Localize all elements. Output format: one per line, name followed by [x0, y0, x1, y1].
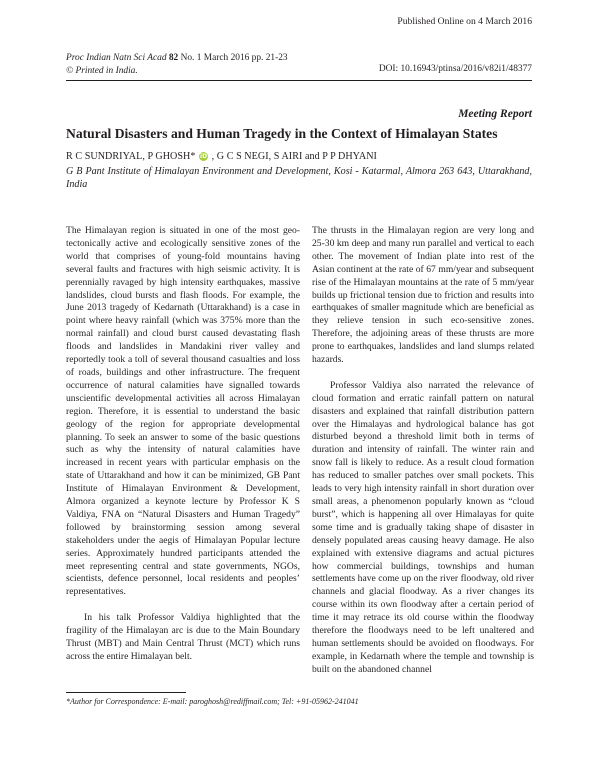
copyright-line: © Printed in India.	[66, 65, 138, 76]
journal-issue-pages: No. 1 March 2016 pp. 21-23	[180, 53, 288, 63]
journal-issue-line	[66, 52, 288, 65]
journal-abbreviation: Proc Indian Natn Sci Acad	[66, 53, 167, 63]
journal-volume: 82	[168, 53, 179, 63]
authors-part-2: , G C S NEGI, S AIRI and P P DHYANI	[211, 151, 377, 162]
footnote-divider	[66, 692, 186, 693]
body-column-right	[312, 225, 534, 677]
authors-part-1: R C SUNDRIYAL, P GHOSH*	[66, 151, 196, 162]
doi[interactable]: DOI: 10.16943/ptinsa/2016/v82i1/48377	[378, 64, 532, 74]
affiliation: G B Pant Institute of Himalayan Environment and Development, Kosi - Katarmal, Almora 263 643, Uttarakhand, India	[66, 166, 532, 191]
body-column-left	[66, 225, 300, 664]
article-title: Natural Disasters and Human Tragedy in the Context of Himalayan States	[66, 126, 498, 141]
author-list	[66, 151, 377, 162]
body-paragraph: The thrusts in the Himalayan region are very long and 25-30 km deep and many run parallel and vertical to each other. The movement of Indian plate into rest of the Asian continent at the rate of 67 mm/year and subsequent rise of the Himalayan mountains at the rate of 5 mm/year builds up frictional tension due to friction and results into earthquakes of smaller magnitude which are beneficial as they relieve tension in such eco-sensitive zones. Therefore, the adjoining areas of these thrusts are more prone to earthquakes, landslides and land slumps related hazards.	[312, 225, 534, 366]
body-paragraph: In his talk Professor Valdiya highlighted that the fragility of the Himalayan arc is due to the Main Boundary Thrust (MBT) and Main Central Thrust (MCT) which runs across the entire Himalayan belt.	[66, 612, 300, 662]
body-paragraph: The Himalayan region is situated in one of the most geo-tectonically active and ecologically sensitive zones of the world that comprises of young-fold mountains having several faults and fractures with high seismic activity. It is perennially ravaged by high intensity earthquakes, massive landslides, cloud bursts and flash floods. For example, the June 2013 tragedy of Kedarnath (Uttarakhand) is a case in point where heavy rainfall (which was 375% more than the normal rainfall) and cloud burst caused devastating flash floods and landslides in Mandakini river valley and reportedly took a toll of several thousand casualties and loss of roads, buildings and other infrastructure. The frequent occurrence of natural calamities have signalled towards unscientific developmental activities all across Himalayan region. Therefore, it is essential to understand the basic geology of the region for appropriate developmental planning. To seek an answer to some of the basic questions such as why the intensity of natural calamities have increased in recent years with particular emphasis on the state of Uttarakhand and how it can be minimized, GB Pant Institute of Himalayan Environment & Development, Almora organized a keynote lecture by Professor K S Valdiya, FNA on “Natural Disasters and Human Tragedy” followed by brainstorming session among several stakeholders under the aegis of Himalayan Popular lecture series. Approximately hundred participants attended the meet representing central and state governments, NGOs, scientists, defence personnel, local residents and peoples’ representatives.	[66, 225, 300, 598]
body-paragraph: Professor Valdiya also narrated the relevance of cloud formation and erratic rainfall pattern on natural disasters and explained that rainfall distribution pattern over the Himalayas and hydrological balance has got disturbed beyond a threshold limit both in terms of duration and intensity of rainfall. The winter rain and snow fall is likely to reduce. As a result cloud formation has reduced to smaller patches over small pockets. This leads to very high intensity rainfall in short duration over small areas, a phenomenon popularly known as “cloud burst”, which is happening all over Himalayas for quite some time and is gradually taking shape of disaster in densely populated areas causing heavy damage. He also explained with extensive diagrams and actual pictures how commercial buildings, townships and human settlements have come up on the river floodway, old river channels and glacial floodway. As a river changes its course within its own floodway after a certain period of time it may retrace its old course within the floodway therefore the floodways need to be left unaltered and human settlements should be avoided on floodways. For example, in Kedarnath where the temple and township is built on the abandoned channel	[312, 379, 534, 675]
journal-citation	[66, 52, 288, 77]
published-online-date: Published Online on 4 March 2016	[397, 16, 532, 27]
section-label: Meeting Report	[458, 108, 532, 120]
header-divider	[66, 80, 532, 81]
orcid-icon[interactable]: iD	[200, 153, 208, 160]
correspondence-footnote: *Author for Correspondence: E-mail: paroghosh@rediffmail.com; Tel: +91-05962-241041	[66, 697, 359, 706]
